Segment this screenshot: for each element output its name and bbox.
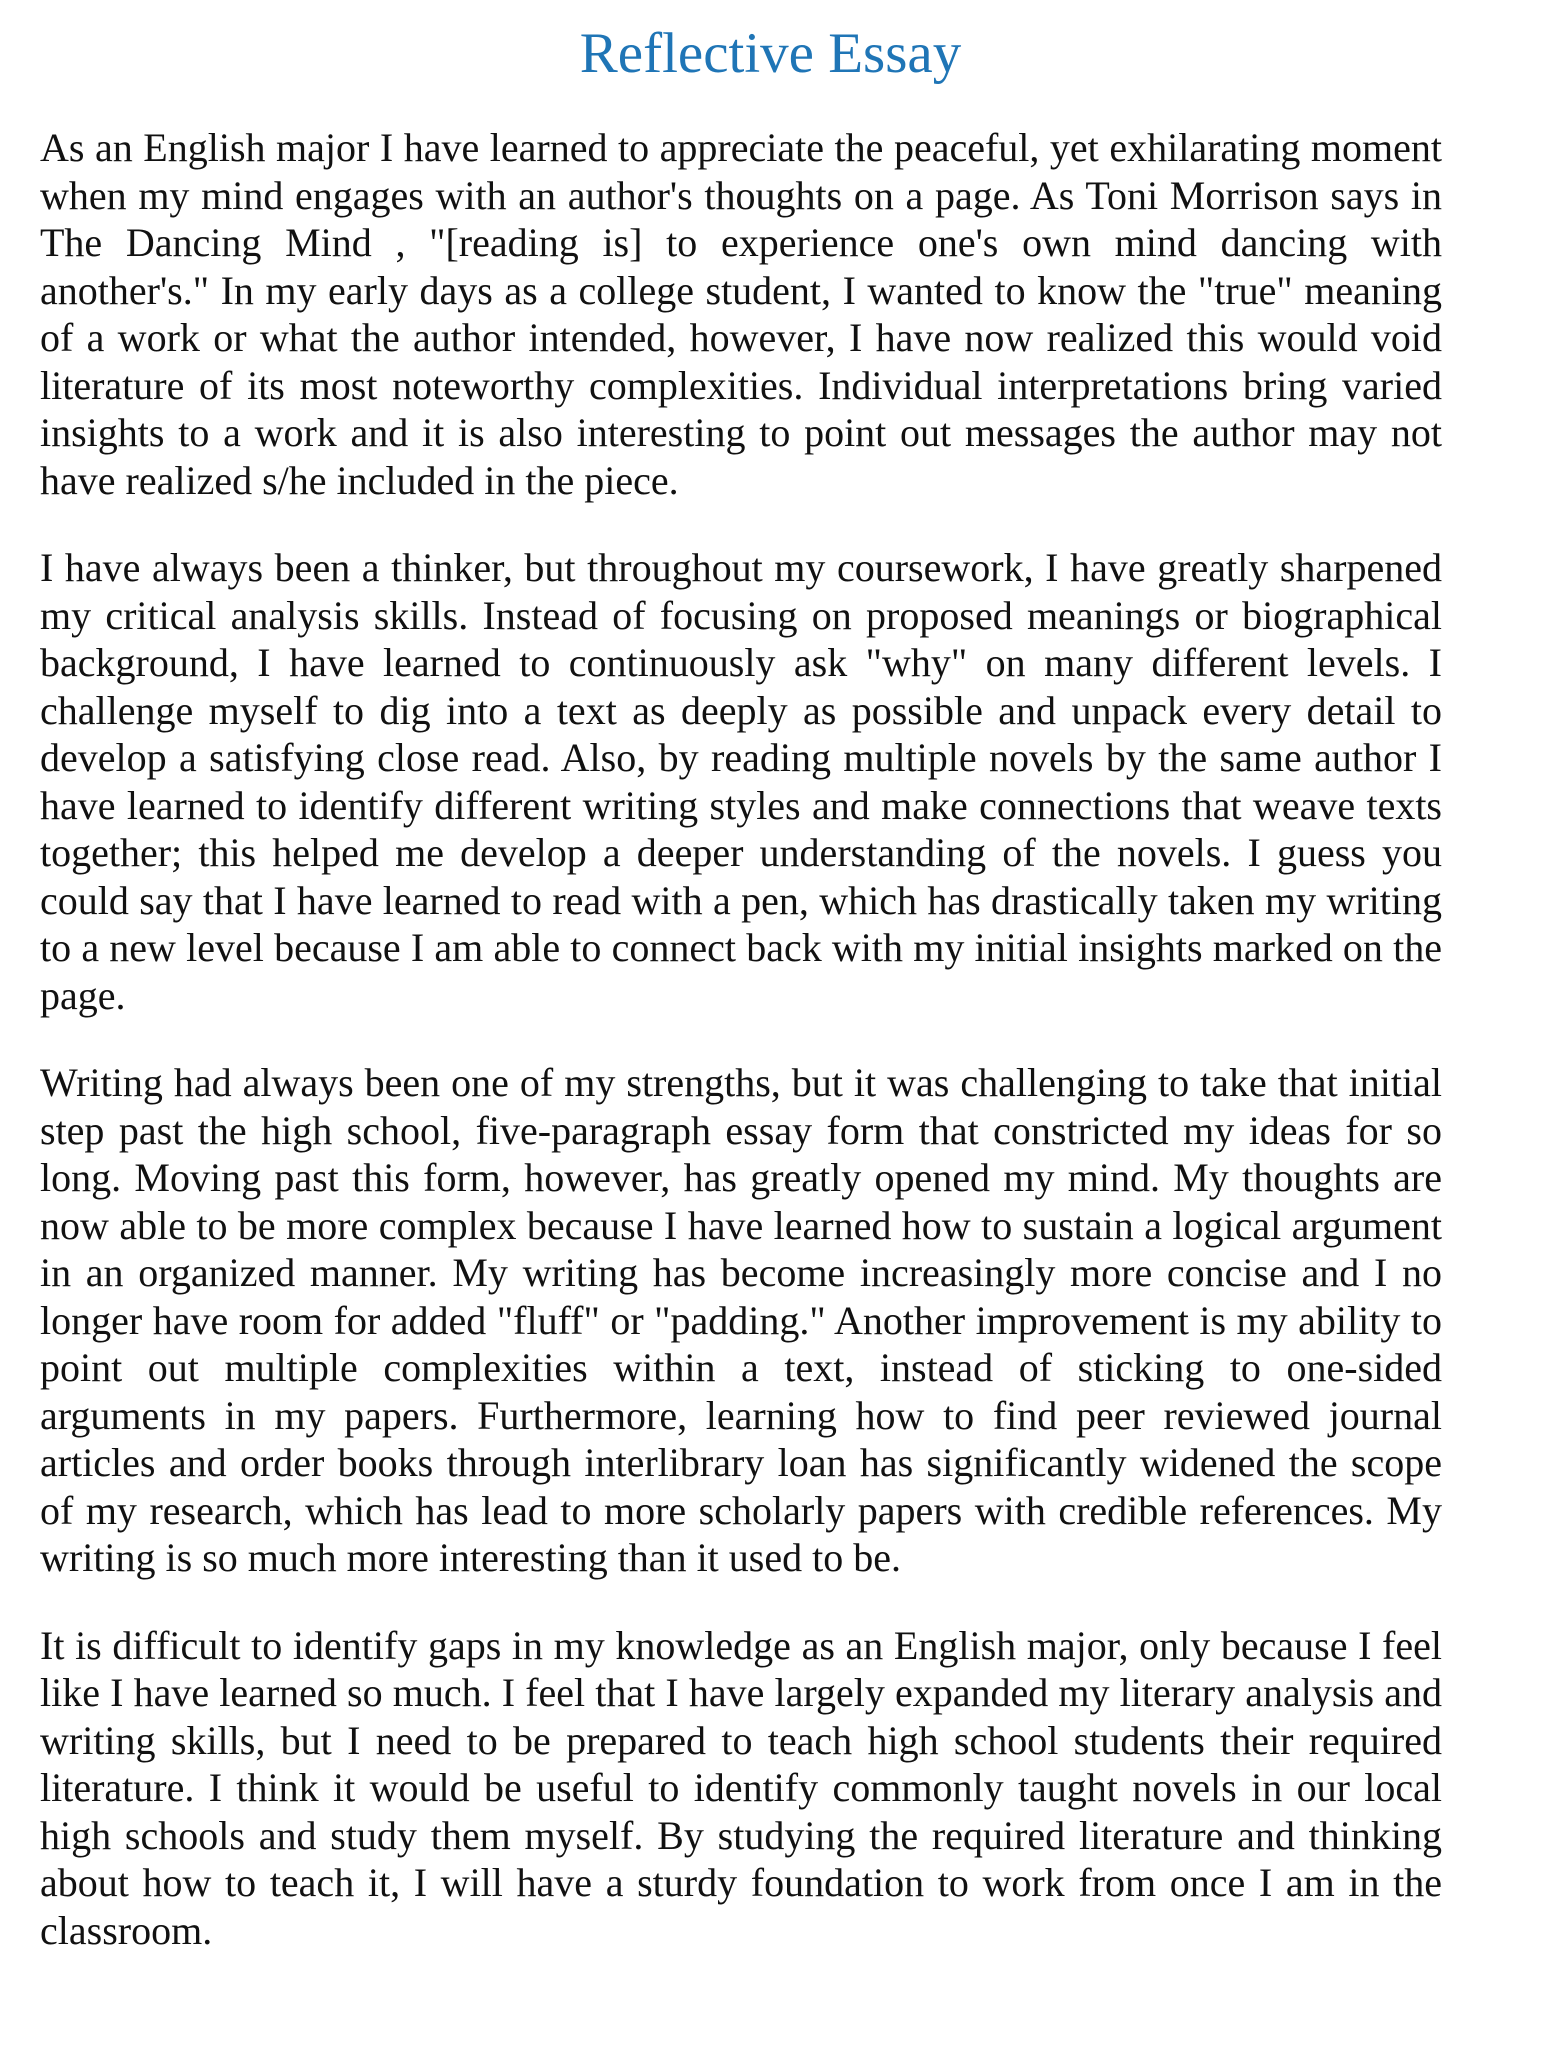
- paragraph-2: I have always been a thinker, but throughout my coursework, I have greatly sharpened my critical analysis skills. Instead of focusing on proposed meanings or biographical background, I have learned to continuously ask "why" on many different levels. I challenge myself to dig into a text as deeply as possible and unpack every detail to develop a satisfying close read. Also, by reading multiple novels by the same author I have learned to identify different writing styles and make connections that weave texts together; this helped me develop a deeper understanding of the novels. I guess you could say that I have learned to read with a pen, which has drastically taken my writing to a new level because I am able to connect back with my initial insights marked on the page.: [40, 545, 1442, 1018]
- document-title: Reflective Essay: [579, 22, 962, 85]
- essay-body: [40, 124, 1442, 1994]
- paragraph-3: Writing had always been one of my strengths, but it was challenging to take that initial step past the high school, five-paragraph essay form that constricted my ideas for so long. Moving past this form, however, has greatly opened my mind. My thoughts are now able to be more complex because I have learned how to sustain a logical argument in an organized manner. My writing has become increasingly more concise and I no longer have room for added "fluff" or "padding." Another improvement is my ability to point out multiple complexities within a text, instead of sticking to one-sided arguments in my papers. Furthermore, learning how to find peer reviewed journal articles and order books through interlibrary loan has significantly widened the scope of my research, which has lead to more scholarly papers with credible references. My writing is so much more interesting than it used to be.: [40, 1060, 1442, 1580]
- paragraph-4: It is difficult to identify gaps in my knowledge as an English major, only because I feel like I have learned so much. I feel that I have largely expanded my literary analysis and writing skills, but I need to be prepared to teach high school students their required literature. I think it would be useful to identify commonly taught novels in our local high schools and study them myself. By studying the required literature and thinking about how to teach it, I will have a sturdy foundation to work from once I am in the classroom.: [40, 1622, 1442, 1953]
- paragraph-1: As an English major I have learned to appreciate the peaceful, yet exhilarating moment when my mind engages with an author's thoughts on a page. As Toni Morrison says in The Dancing Mind , "[reading is] to experience one's own mind dancing with another's." In my early days as a college student, I wanted to know the "true" meaning of a work or what the author intended, however, I have now realized this would void literature of its most noteworthy complexities. Individual interpretations bring varied insights to a work and it is also interesting to point out messages the author may not have realized s/he included in the piece.: [40, 125, 1442, 503]
